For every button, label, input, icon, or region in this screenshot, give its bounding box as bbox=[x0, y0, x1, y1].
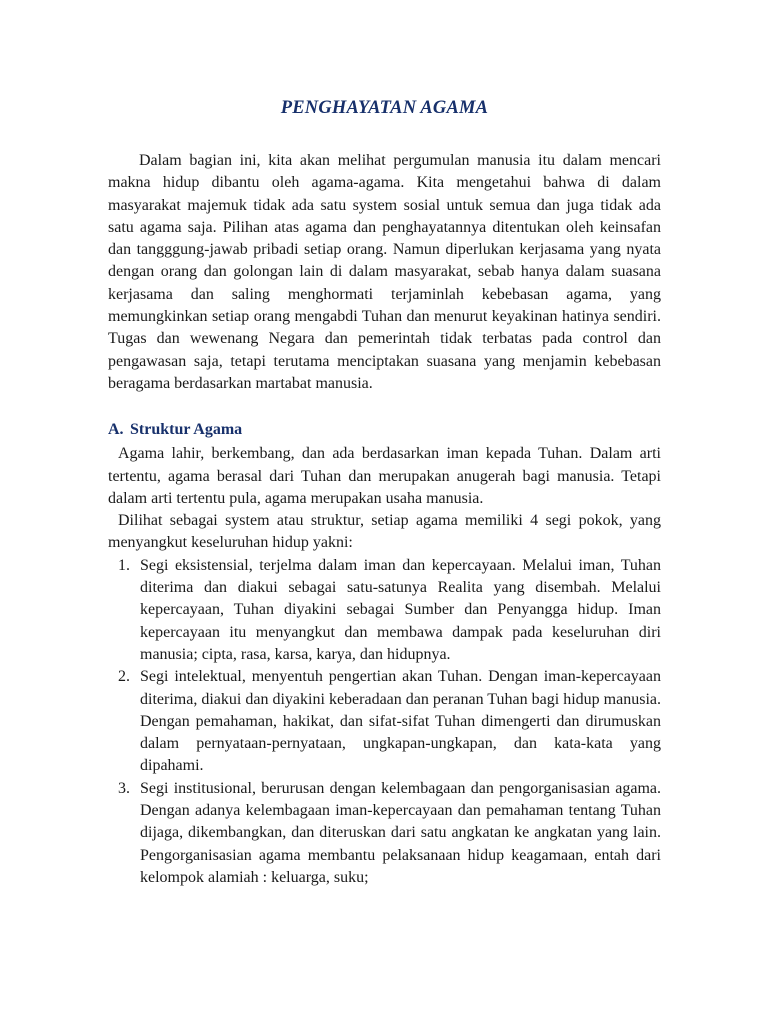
list-item-text: Segi institusional, berurusan dengan kelembagaan dan pengorganisasian agama. Dengan adanya kelembagaan iman-kepercayaan dan pemahaman tentang Tuhan dijaga, dikembangkan, dan diteruskan dari satu angkatan ke angkatan yang lain. Pengorganisasian agama membantu pelaksanaan hidup keagamaan, entah dari kelompok alamiah : keluarga, suku; bbox=[140, 779, 661, 886]
document-page bbox=[108, 96, 661, 889]
list-item-number: 2. bbox=[118, 668, 130, 686]
section-letter: A. bbox=[108, 421, 124, 439]
intro-paragraph: Dalam bagian ini, kita akan melihat pergumulan manusia itu dalam mencari makna hidup dibantu oleh agama-agama. Kita mengetahui bahwa di dalam masyarakat majemuk tidak ada satu system sosial untuk semua dan juga tidak ada satu agama saja. Pilihan atas agama dan penghayatannya ditentukan oleh keinsafan dan tangggung-jawab pribadi setiap orang. Namun diperlukan kerjasama yang nyata dengan orang dan golongan lain di dalam masyarakat, sebab hanya dalam suasana kerjasama dan saling menghormati terjaminlah kebebasan agama, yang memungkinkan setiap orang mengabdi Tuhan dan menurut keyakinan hatinya sendiri. Tugas dan wewenang Negara dan pemerintah tidak terbatas pada control dan pengawasan saja, tetapi terutama menciptakan suasana yang menjamin kebebasan beragama berdasarkan martabat manusia. bbox=[108, 152, 661, 392]
section-a-paragraph-1: Agama lahir, berkembang, dan ada berdasarkan iman kepada Tuhan. Dalam arti tertentu, agama berasal dari Tuhan dan merupakan anugerah bagi manusia. Tetapi dalam arti tertentu pula, agama merupakan usaha manusia. bbox=[108, 445, 661, 507]
list-item-number: 1. bbox=[118, 556, 130, 574]
list-item-text: Segi intelektual, menyentuh pengertian akan Tuhan. Dengan iman-kepercayaan diterima, diakui dan diyakini keberadaan dan peranan Tuhan bagi hidup manusia. Dengan pemahaman, hakikat, dan sifat-sifat Tuhan dimengerti dan dirumuskan dalam pernyataan-pernyataan, ungkapan-ungkapan, dan kata-kata yang dipahami. bbox=[140, 668, 661, 775]
list-item bbox=[108, 666, 661, 777]
section-heading-a bbox=[108, 419, 661, 441]
aspects-list bbox=[108, 555, 661, 889]
section-heading-text: Struktur Agama bbox=[130, 421, 243, 439]
list-item bbox=[108, 778, 661, 889]
section-a-paragraph-2: Dilihat sebagai system atau struktur, setiap agama memiliki 4 segi pokok, yang menyangkut keseluruhan hidup yakni: bbox=[108, 512, 661, 552]
list-item-number: 3. bbox=[118, 779, 130, 797]
list-item bbox=[108, 555, 661, 666]
document-title: PENGHAYATAN AGAMA bbox=[280, 98, 489, 118]
list-item-text: Segi eksistensial, terjelma dalam iman dan kepercayaan. Melalui iman, Tuhan diterima dan diakui sebagai satu-satunya Realita yang disembah. Melalui kepercayaan, Tuhan diyakini sebagai Sumber dan Penyangga hidup. Iman kepercayaan itu menyangkut dan membawa dampak pada keseluruhan diri manusia; cipta, rasa, karsa, karya, dan hidupnya. bbox=[140, 556, 661, 663]
